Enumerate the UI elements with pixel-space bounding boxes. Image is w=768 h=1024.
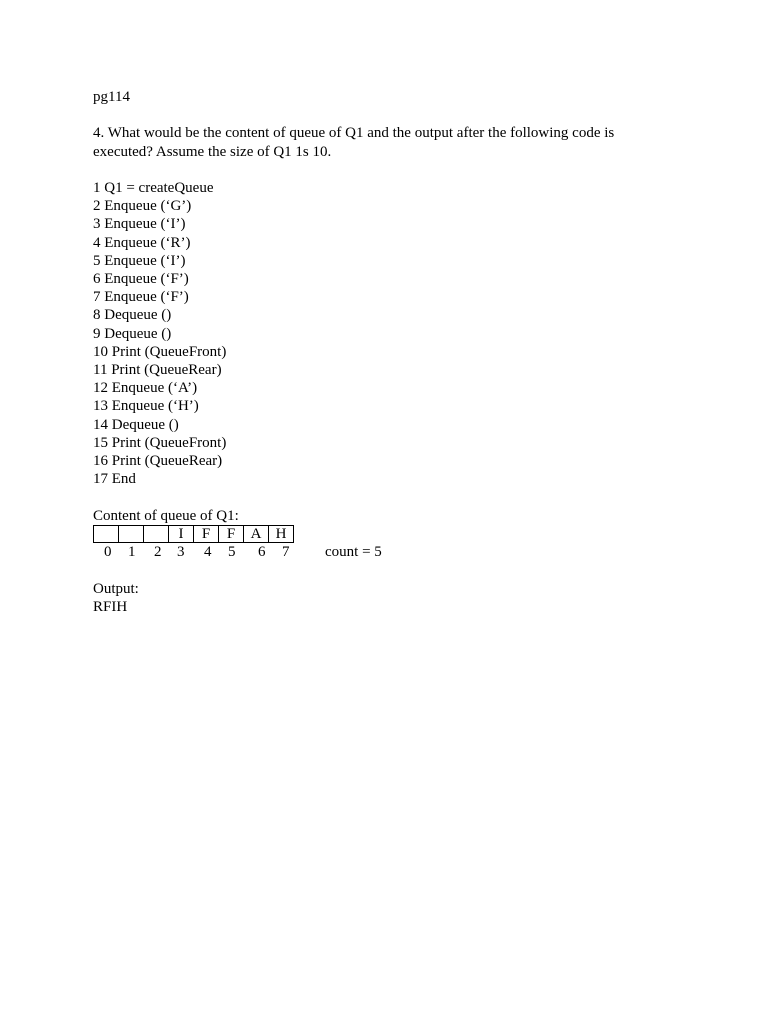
queue-cell: [93, 525, 118, 543]
queue-index-row: [93, 543, 693, 563]
code-line: 12 Enqueue (‘A’): [93, 380, 198, 397]
question-text: 4. What would be the content of queue of Q1 and the output after the following code is executed? Assume the size of Q1 1s 10.: [93, 125, 615, 160]
queue-cell: I: [168, 525, 193, 543]
code-line: 6 Enqueue (‘F’): [93, 271, 189, 287]
code-line: 9 Dequeue (): [93, 325, 172, 342]
code-line: 14 Dequeue (): [93, 416, 179, 433]
code-line: 8 Dequeue (): [93, 307, 172, 324]
document-page: [93, 88, 693, 616]
spacer: [93, 563, 693, 580]
spacer: [93, 161, 693, 179]
queue-cell: F: [193, 525, 218, 543]
code-line: 10 Print (QueueFront): [93, 343, 227, 360]
spacer: [93, 106, 693, 124]
code-line: 3 Enqueue (‘I’): [93, 216, 186, 233]
code-line: 7 Enqueue (‘F’): [93, 289, 189, 306]
queue-cell: [118, 525, 143, 543]
queue-index: 2: [154, 543, 162, 560]
code-line: 2 Enqueue (‘G’): [93, 198, 192, 215]
code-block: [93, 179, 693, 488]
spacer: [93, 488, 693, 506]
queue-index: 3: [177, 543, 185, 560]
page-reference: pg114: [93, 89, 130, 105]
code-line: 4 Enqueue (‘R’): [93, 234, 191, 251]
output-label: Output:: [93, 580, 139, 597]
code-line: 16 Print (QueueRear): [93, 453, 223, 470]
queue-label: Content of queue of Q1:: [93, 507, 239, 524]
queue-index: 5: [228, 543, 236, 560]
queue-index: 1: [128, 543, 136, 560]
queue-index: 6: [258, 543, 266, 560]
code-line: 11 Print (QueueRear): [93, 362, 222, 379]
output-value: RFIH: [93, 599, 128, 616]
code-line: 5 Enqueue (‘I’): [93, 252, 186, 269]
queue-index: 0: [104, 543, 112, 560]
queue-cell: [143, 525, 168, 543]
code-line: 1 Q1 = createQueue: [93, 179, 214, 196]
queue-cell: F: [218, 525, 243, 543]
code-line: 15 Print (QueueFront): [93, 434, 227, 451]
queue-count: count = 5: [325, 543, 382, 560]
code-line: 13 Enqueue (‘H’): [93, 398, 199, 415]
queue-index: 4: [204, 543, 212, 560]
queue-index: 7: [282, 543, 290, 560]
queue-cell: A: [243, 525, 268, 543]
queue-table: [93, 525, 693, 542]
code-line: 17 End: [93, 471, 136, 488]
queue-cell: H: [268, 525, 294, 543]
